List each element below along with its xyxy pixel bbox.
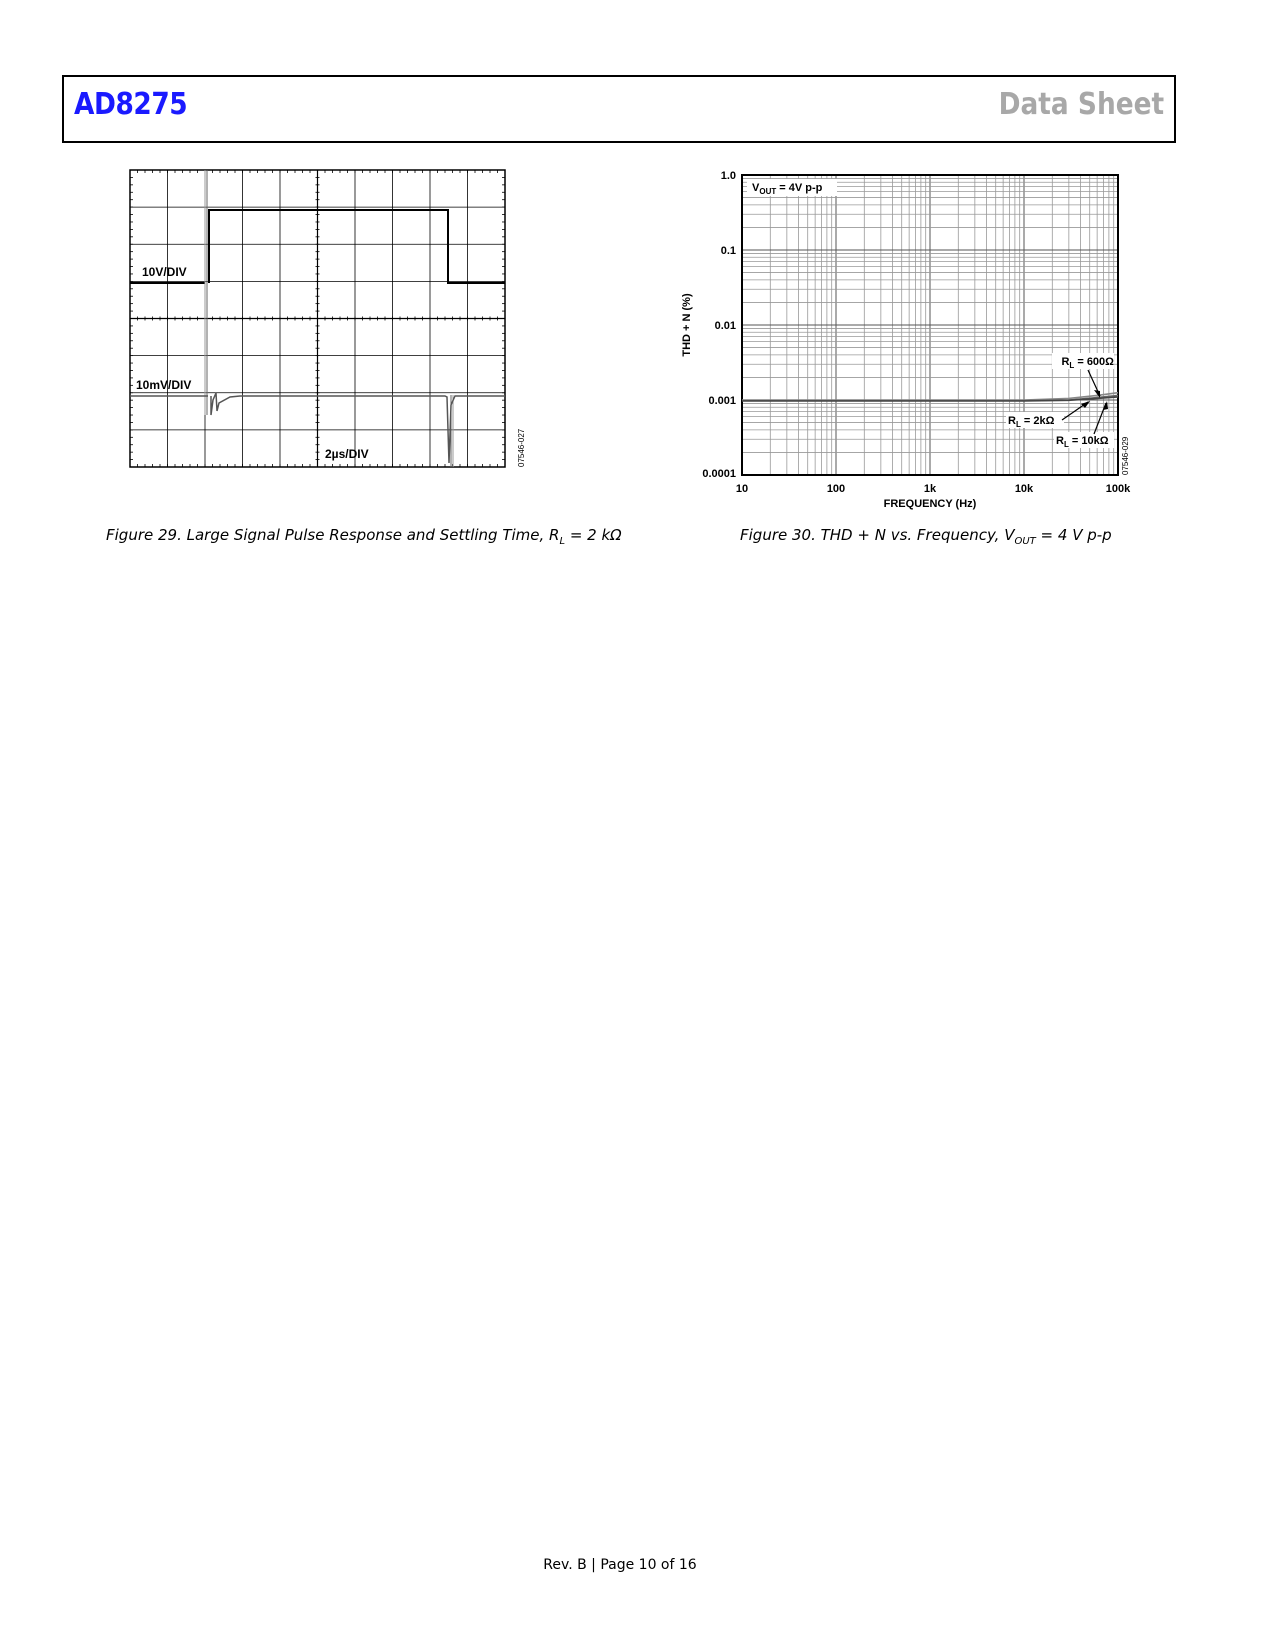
figure-29-scope-plot [120,165,530,475]
figure-code: 07546-027 [517,428,526,467]
page-footer: Rev. B | Page 10 of 16 [543,1557,697,1573]
x-tick-label-3: 1k [923,483,937,495]
y-tick-label-5: 0.0001 [702,468,736,480]
y-tick-label-1: 1.0 [720,170,736,182]
y-tick-label-4: 0.001 [708,395,736,407]
document-type: Data Sheet [998,87,1164,122]
upper-scale-label: 10V/DIV [142,265,187,279]
x-tick-label-1: 10 [735,483,749,495]
part-number: AD8275 [74,87,188,122]
figure-29-caption: Figure 29. Large Signal Pulse Response and Settling Time, $R_L = 2$ kΩ [106,526,622,547]
chart-grid [742,175,1118,475]
vout-annotation: $V_{OUT} = 4V$ p-p [752,182,823,196]
series-label-1: $R_L = 600\Omega$ [1061,356,1114,370]
lower-scale-label: 10mV/DIV [136,378,192,392]
figure-30-thd-chart [670,165,1140,510]
y-tick-label-2: 0.1 [720,245,736,257]
time-scale-label: 2µs/DIV [325,447,369,461]
x-axis-title: FREQUENCY (Hz) [883,498,977,510]
x-tick-label-4: 10k [1014,483,1034,495]
page-header [62,75,1176,143]
series-label-3: $R_L = 10k\Omega$ [1056,435,1109,449]
y-tick-label-3: 0.01 [714,320,736,332]
y-axis-title: THD + N (%) [681,293,693,357]
figure-code: 07546-029 [1121,436,1130,475]
series-label-2: $R_L = 2k\Omega$ [1008,415,1055,429]
x-tick-label-2: 100 [826,483,846,495]
figure-30-caption: Figure 30. THD + N vs. Frequency, $V_{OUT} = 4$ V p-p [740,526,1112,547]
x-tick-label-5: 100k [1105,483,1131,495]
